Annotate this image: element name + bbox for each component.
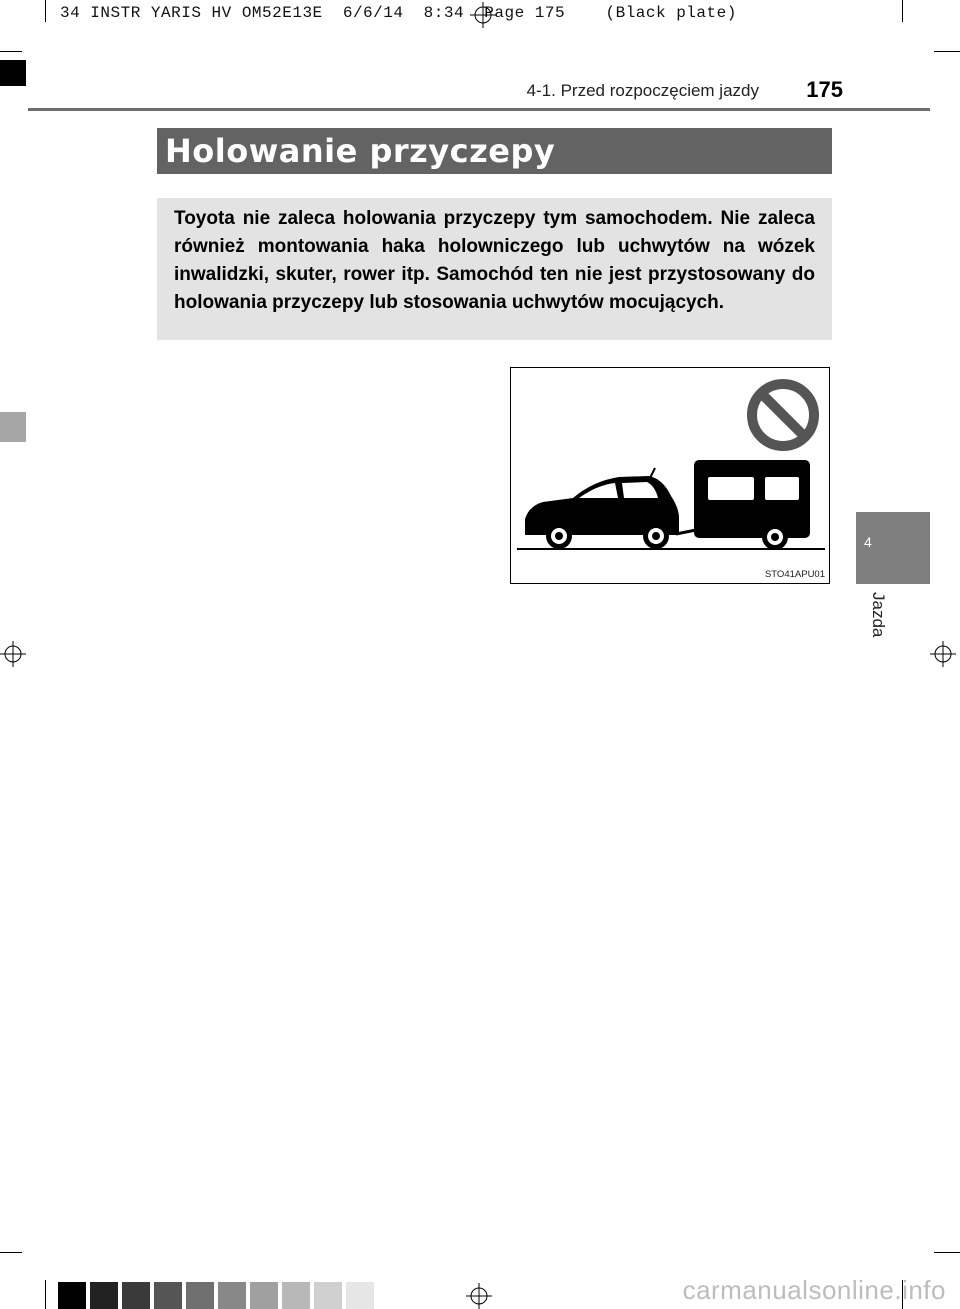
color-swatch [186, 1282, 214, 1309]
car-icon [525, 468, 679, 549]
crop-mark [0, 1252, 22, 1253]
crop-mark [902, 0, 903, 22]
crop-mark [45, 1280, 46, 1309]
trailer-icon [676, 460, 810, 550]
color-swatch [282, 1282, 310, 1309]
page-heading: Holowanie przyczepy [165, 132, 556, 170]
print-header: 34 INSTR YARIS HV OM52E13E 6/6/14 8:34 Page 175 (Black plate) [60, 4, 737, 22]
heading-bar [157, 128, 832, 174]
prohibition-icon [752, 384, 814, 446]
color-swatch [250, 1282, 278, 1309]
color-swatch [154, 1282, 182, 1309]
notice-text: Toyota nie zaleca holowania przyczepy tym samochodem. Nie zaleca również montowania haka holowniczego lub uchwytów na wózek inwalidzki, skuter, rower itp. Samochód ten nie jest przystosowany do holowania przyczepy lub stosowania uchwytów mocujących. [174, 208, 815, 313]
chapter-number: 4 [864, 534, 872, 550]
crop-mark [45, 0, 46, 22]
color-swatch [122, 1282, 150, 1309]
left-edge-tab [0, 60, 26, 86]
registration-mark-icon [466, 1283, 492, 1309]
crop-mark [0, 51, 22, 52]
page-number: 175 [806, 77, 843, 102]
illustration-frame [510, 367, 830, 584]
crop-mark [934, 1252, 960, 1253]
towing-illustration [511, 368, 829, 583]
header-rule [28, 108, 930, 111]
color-swatch [346, 1282, 374, 1309]
crop-mark [934, 51, 960, 52]
watermark: carmanualsonline.info [682, 1275, 946, 1305]
registration-mark-icon [0, 641, 26, 667]
color-swatch [90, 1282, 118, 1309]
chapter-label: Jazda [869, 592, 888, 638]
chapter-tab [856, 512, 930, 584]
left-edge-marker [0, 412, 26, 442]
registration-mark-icon [930, 641, 956, 667]
notice-box [157, 198, 832, 340]
section-title: 4-1. Przed rozpoczęciem jazdy [526, 81, 759, 100]
figure-code: STO41APU01 [764, 569, 825, 580]
color-swatch [58, 1282, 86, 1309]
registration-mark-icon [470, 2, 496, 28]
color-swatch [314, 1282, 342, 1309]
color-swatch [218, 1282, 246, 1309]
